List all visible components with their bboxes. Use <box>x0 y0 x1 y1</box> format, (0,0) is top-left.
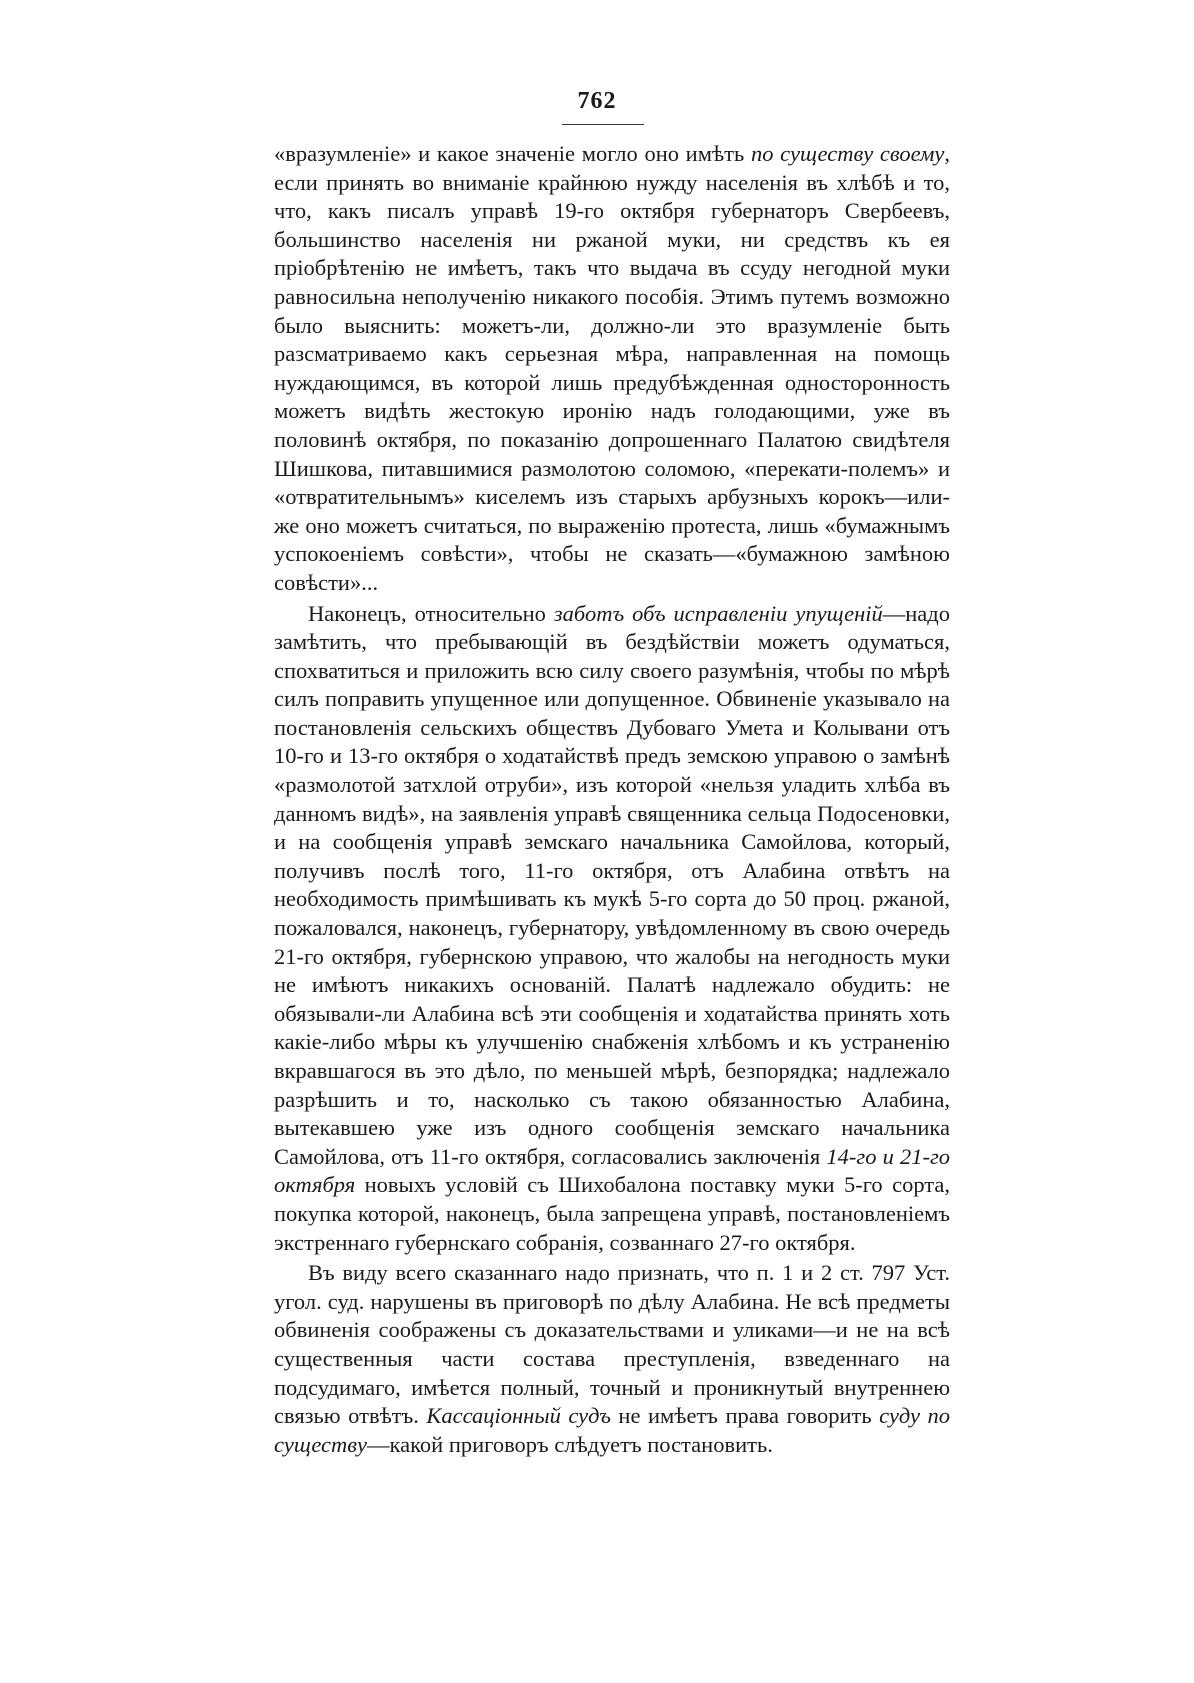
text-run: —надо замѣтить, что пребывающій въ бездѣйствіи можетъ одуматься, спохватиться и приложить всю силу своего разумѣнія, чтобы по мѣрѣ силъ поправить упущенное или допущенное. Обвиненіе указывало на постановленія сельскихъ обществъ Дубоваго Умета и Колывани отъ 10-го и 13-го октября о ходатайствѣ предъ земскою управою о замѣнѣ «размолотой затхлой отруби», изъ которой «нельзя уладить хлѣба въ данномъ видѣ», на заявленія управѣ священника сельца Подосеновки, и на сообщенія управѣ земскаго начальника Самойлова, который, получивъ послѣ того, 11-го октября, отъ Алабина отвѣтъ на необходимость примѣшивать къ мукѣ 5-го сорта до 50 проц. ржаной, пожаловался, наконецъ, губернатору, увѣдомленному въ свою очередь 21-го октября, губернскою управою, что жалобы на негодность муки не имѣютъ никакихъ основаній. Палатѣ надлежало обудить: не обязывали-ли Алабина всѣ эти сообщенія и ходатайства принять хоть какіе-либо мѣры къ улучшенію снабженія хлѣбомъ и къ устраненію вкравшагося въ это дѣло, по меньшей мѣрѣ, безпорядка; надлежало разрѣшить и то, насколько съ такою обязанностью Алабина, вытекавшею уже изъ одного сообщенія земскаго начальника Самойлова, отъ 11-го октября, согласовались заключенія <box>274 600 950 1169</box>
text-run-italic: Кассаціонный судъ <box>426 1403 611 1429</box>
text-run: не имѣетъ права говорить <box>610 1403 880 1429</box>
text-run-italic: заботъ объ исправленіи упущеній <box>553 600 883 626</box>
paragraph-2 <box>274 600 950 1258</box>
body-text <box>274 140 950 1459</box>
paragraph-3 <box>274 1259 950 1459</box>
paragraph-1 <box>274 140 950 598</box>
text-run: Въ виду всего сказаннаго надо признать, что п. 1 и 2 ст. 797 Уст. угол. суд. нарушены въ приговорѣ по дѣлу Алабина. Не всѣ предметы обвиненія соображены съ доказательствами и уликами—и не на всѣ существенныя части состава преступленія, взведеннаго на подсудимаго, имѣется полный, точный и проникнутый внутреннею связью отвѣтъ. <box>274 1260 950 1429</box>
text-run-italic: по существу своему <box>750 141 945 166</box>
text-run-italic: 14-го и 21-го октября <box>274 1143 950 1198</box>
text-run: , если принять во вниманіе крайнюю нужду населенія въ хлѣбѣ и то, что, какъ писалъ управѣ 19-го октября губернаторъ Свербеевъ, большинство населенія ни ржаной муки, ни средствъ къ ея пріобрѣтенію не имѣетъ, такъ что выдача въ ссуду негодной муки равносильна неполученію никакого пособія. Этимъ путемъ возможно было выяснить: можетъ-ли, должно-ли это вразумленіе быть разсматриваемо какъ серьезная мѣра, направленная на помощь нуждающимся, въ которой лишь предубѣжденная односторонность можетъ видѣть жестокую иронію надъ голодающими, уже въ половинѣ октября, по показанію допрошеннаго Палатою свидѣтеля Шишкова, питавшимися размолотою соломою, «перекати-полемъ» и «отвратительнымъ» киселемъ изъ старыхъ арбузныхъ корокъ—или-же оно можетъ считаться, по выраженію протеста, лишь «бумажнымъ успокоеніемъ совѣсти», чтобы не сказать—«бумажною замѣною совѣсти»... <box>274 141 950 595</box>
text-run: «вразумленіе» и какое значеніе могло оно имѣть <box>274 141 751 166</box>
text-run: новыхъ условій съ Шихобалона поставку муки 5-го сорта, покупка которой, наконецъ, была запрещена управѣ, постановленіемъ экстреннаго губернскаго собранія, созваннаго 27-го октября. <box>274 1172 950 1255</box>
page-number-rule <box>562 124 644 125</box>
page-number: 762 <box>577 88 617 114</box>
text-run-italic: суду по существу <box>274 1403 951 1457</box>
text-run: Наконецъ, относительно <box>308 600 554 626</box>
text-run: —какой приговоръ слѣдуетъ постановить. <box>367 1431 773 1457</box>
